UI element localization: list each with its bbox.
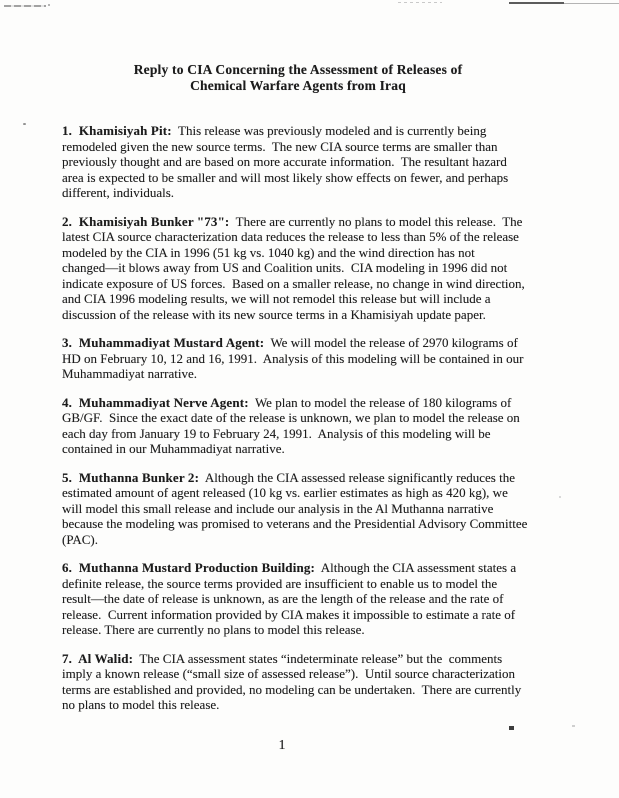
paragraph-first-line-text: Although the CIA assessed release significantly reduces the — [199, 469, 515, 485]
paragraph-line: HD on February 10, 12 and 16, 1991. Analysis of this modeling will be contained in our — [62, 350, 524, 366]
paragraph — [62, 123, 582, 201]
paragraph-heading: 2. Khamisiyah Bunker "73": — [62, 213, 230, 229]
paragraph-line: previously thought and are based on more accurate information. The resultant hazard — [62, 154, 507, 169]
paragraph-heading: 3. Muhammadiyat Mustard Agent: — [62, 335, 265, 350]
scan-artifact-top-right-light-line — [564, 3, 619, 4]
paragraph — [62, 651, 582, 713]
paragraph-first-line-text: This release was previously modeled and is currently being — [171, 123, 487, 138]
scan-artifact-top-center-dots — [398, 2, 442, 3]
paragraph-first-line-text: We will model the release of 2970 kilograms of — [264, 335, 518, 350]
scan-speck-bottom-right-faint — [572, 725, 575, 727]
paragraph-heading: 7. Al Walid: — [62, 650, 134, 666]
paragraph-first-line-text: There are currently no plans to model this release. The — [229, 213, 523, 229]
paragraph-first-line — [62, 560, 582, 576]
paragraph-heading: 5. Muthanna Bunker 2: — [62, 469, 200, 485]
paragraph-line: imply a known release (“small size of assessed release”). Until source characterization — [62, 666, 516, 681]
document-body — [62, 123, 582, 713]
paragraph-first-line — [62, 470, 582, 486]
paragraph — [62, 335, 582, 382]
scan-speck-left-margin — [23, 123, 26, 125]
paragraph-line: definite release, the source terms provided are insufficient to enable us to model the — [62, 575, 498, 591]
page-number: 1 — [278, 738, 286, 753]
paragraph-heading: 6. Muthanna Mustard Production Building: — [62, 560, 315, 575]
paragraph-line: remodeled given the new source terms. The new CIA source terms are smaller than — [62, 138, 498, 154]
paragraph-line: (PAC). — [62, 531, 99, 547]
paragraph-line: each day from January 19 to February 24, 1991. Analysis of this modeling will be — [62, 425, 491, 441]
scan-artifact-top-right-dark-line — [509, 2, 564, 4]
document-title-line-2: Chemical Warfare Agents from Iraq — [190, 77, 406, 93]
paragraph-heading: 4. Muhammadiyat Nerve Agent: — [62, 394, 249, 410]
document-title-line-1: Reply to CIA Concerning the Assessment of Releases of — [133, 62, 463, 77]
paragraph-line: latest CIA source characterization data reduces the release to less than 5% of the release — [62, 229, 519, 244]
paragraph-line: area is expected to be smaller and will most likely show effects on fewer, and perhaps — [62, 169, 509, 185]
paragraph-line: changed—it blows away from US and Coalition units. CIA modeling in 1996 did not — [62, 260, 508, 275]
paragraph-line: modeled by the CIA in 1996 (51 kg vs. 1040 kg) and the wind direction has not — [62, 244, 475, 260]
paragraph-heading: 1. Khamisiyah Pit: — [62, 123, 172, 138]
paragraph-line: and CIA 1996 modeling results, we will not remodel this release but will include a — [62, 291, 491, 306]
paragraph-line: because the modeling was promised to veterans and the Presidential Advisory Committee — [62, 516, 528, 531]
paragraph-line: no plans to model this release. — [62, 697, 220, 712]
document-title — [62, 62, 534, 93]
paragraph-line: release. There are currently no plans to model this release. — [62, 622, 365, 637]
paragraph — [62, 560, 582, 638]
paragraph-line: different, individuals. — [62, 185, 175, 200]
paragraph-line: release. Current information provided by CIA makes it impossible to estimate a rate of — [62, 606, 516, 622]
paragraph-line: contained in our Muhammadiyat narrative. — [62, 441, 285, 456]
scan-artifact-top-left-tick — [48, 4, 50, 6]
paragraph-first-line — [62, 123, 582, 139]
paragraph — [62, 214, 582, 323]
paragraph-first-line-text: The CIA assessment states “indeterminate release” but the comments — [133, 650, 503, 666]
paragraph-line: indicate exposure of US forces. Based on a smaller release, no change in wind direction, — [62, 275, 525, 291]
paragraph-line: estimated amount of agent released (10 kg vs. earlier estimates as high as 420 kg), we — [62, 485, 508, 500]
paragraph-line: Muhammadiyat narrative. — [62, 366, 198, 381]
paragraph-first-line — [62, 395, 582, 411]
paragraph-first-line — [62, 651, 582, 667]
paragraph-first-line-text: Although the CIA assessment states a — [314, 560, 517, 575]
scan-speck-bottom-right — [509, 726, 514, 730]
paragraph-line: terms are established and provided, no modeling can be undertaken. There are currently — [62, 681, 522, 697]
paragraph-line: result—the date of release is unknown, as are the length of the release and the rate of — [62, 591, 504, 606]
paragraph-first-line — [62, 214, 582, 230]
paragraph — [62, 395, 582, 457]
paragraph-line: GB/GF. Since the exact date of the release is unknown, we plan to model the release on — [62, 410, 520, 425]
paragraph-first-line-text: We plan to model the release of 180 kilograms of — [248, 394, 512, 410]
scan-artifact-top-left-line — [4, 5, 46, 7]
paragraph-line: will model this small release and include our analysis in the Al Muthanna narrative — [62, 500, 494, 516]
paragraph-first-line — [62, 335, 582, 351]
paragraph-line: discussion of the release with its new source terms in a Khamisiyah update paper. — [62, 306, 486, 322]
paragraph — [62, 470, 582, 548]
